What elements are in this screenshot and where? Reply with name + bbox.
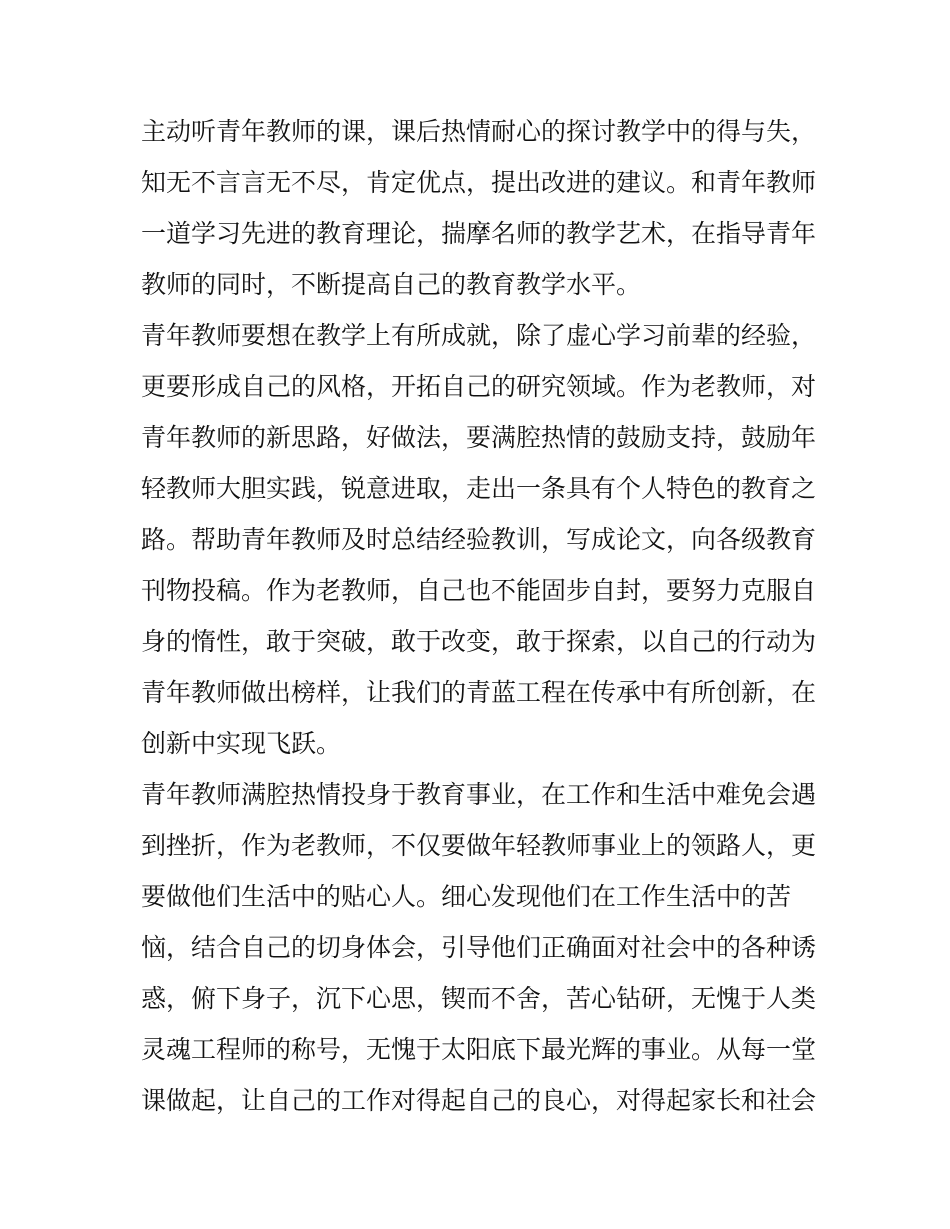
document-body — [141, 106, 821, 1126]
text-line: 教师的同时，不断提高自己的教育教学水平。 — [141, 270, 642, 299]
text-line: 青年教师做出榜样，让我们的青蓝工程在传承中有所创新，在 — [141, 678, 817, 707]
text-line: 惑，俯下身子，沉下心思，锲而不舍，苦心钻研，无愧于人类 — [141, 984, 817, 1013]
text-line: 轻教师大胆实践，锐意进取，走出一条具有个人特色的教育之 — [141, 474, 817, 503]
text-line: 知无不言言无不尽，肯定优点，提出改进的建议。和青年教师 — [141, 168, 817, 197]
text-line: 灵魂工程师的称号，无愧于太阳底下最光辉的事业。从每一堂 — [141, 1035, 817, 1064]
text-line: 路。帮助青年教师及时总结经验教训，写成论文，向各级教育 — [141, 525, 817, 554]
text-line: 主动听青年教师的课，课后热情耐心的探讨教学中的得与失， — [141, 117, 817, 146]
text-line: 身的惰性，敢于突破，敢于改变，敢于探索，以自己的行动为 — [141, 627, 817, 656]
text-line: 一道学习先进的教育理论，揣摩名师的教学艺术，在指导青年 — [141, 219, 817, 248]
text-line: 恼，结合自己的切身体会，引导他们正确面对社会中的各种诱 — [141, 933, 817, 962]
text-line: 青年教师要想在教学上有所成就，除了虚心学习前辈的经验， — [141, 321, 817, 350]
text-line: 青年教师满腔热情投身于教育事业，在工作和生活中难免会遇 — [141, 780, 817, 809]
text-line: 青年教师的新思路，好做法，要满腔热情的鼓励支持，鼓励年 — [141, 423, 817, 452]
text-line: 要做他们生活中的贴心人。细心发现他们在工作生活中的苦 — [141, 882, 792, 911]
text-line: 创新中实现飞跃。 — [141, 729, 342, 758]
text-line: 课做起，让自己的工作对得起自己的良心，对得起家长和社会 — [141, 1086, 817, 1115]
text-line: 到挫折，作为老教师，不仅要做年轻教师事业上的领路人，更 — [141, 831, 817, 860]
text-line: 更要形成自己的风格，开拓自己的研究领域。作为老教师，对 — [141, 372, 817, 401]
text-line: 刊物投稿。作为老教师，自己也不能固步自封，要努力克服自 — [141, 576, 817, 605]
